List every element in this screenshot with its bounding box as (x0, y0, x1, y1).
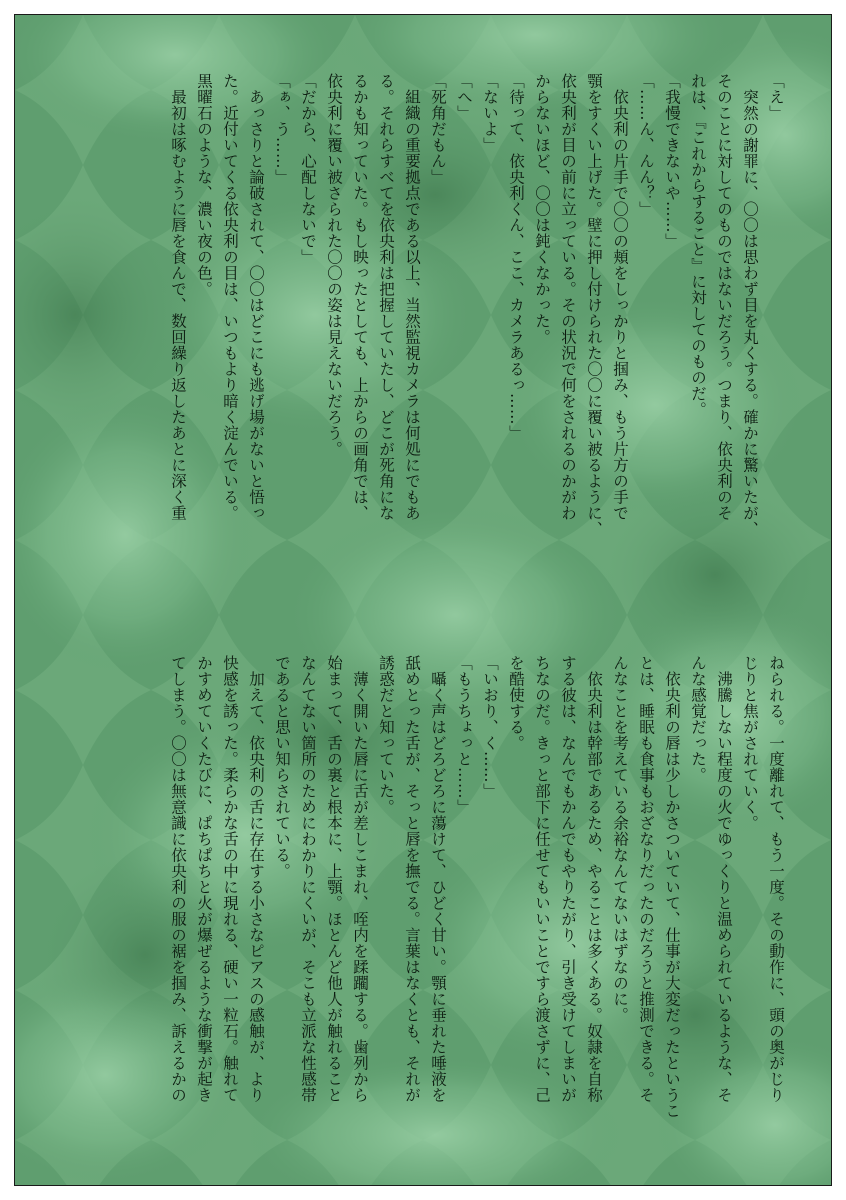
text-line: そのことに対してのものではないだろう。つまり、依央利のそ (715, 73, 733, 521)
text-line: 「いおり、く……」 (481, 655, 499, 799)
text-line: 「死角だもん」 (429, 73, 447, 185)
text-line: 「……ん、んん？」 (637, 73, 655, 217)
text-line: 始まって、舌の裏と根本に、上顎。ほとんど他人が触れること (325, 655, 343, 1103)
page-frame (14, 14, 832, 1186)
text-line: る。それらすべてを依央利は把握していたし、どこが死角にな (377, 73, 395, 521)
text-line: 依央利の唇は少しかさついていて、仕事が大変だったというこ (663, 655, 681, 1119)
text-line: からないほど、〇〇は鈍くなかった。 (533, 73, 551, 345)
text-line: する彼は、なんでもかんでもやりたがり、引き受けてしまいが (559, 655, 577, 1103)
text-line: 「だから、心配しないで」 (299, 73, 317, 265)
text-line: 薄く開いた唇に舌が差しこまれ、咥内を蹂躙する。歯列から (351, 655, 369, 1103)
text-line: 「待って、依央利くん、ここ、カメラあるっ……」 (507, 73, 525, 441)
text-line: 「我慢できないや……」 (663, 73, 681, 249)
text-column-top (165, 73, 789, 593)
text-line: じりと焦がされていく。 (741, 655, 759, 831)
text-line: あっさりと論破されて、〇〇はどこにも逃げ場がないと悟っ (247, 73, 265, 521)
text-line: 「え」 (767, 73, 785, 121)
text-line: 加えて、依央利の舌に存在する小さなピアスの感触が、より (247, 655, 265, 1103)
text-line: 快感を誘った。柔らかな舌の中に現れる、硬い一粒石。触れて (221, 655, 239, 1103)
text-line: 依央利は幹部であるため、やることは多くある。奴隷を自称 (585, 655, 603, 1103)
text-line: 舐めとった舌が、そっと唇を撫でる。言葉はなくとも、それが (403, 655, 421, 1103)
text-line: 「もうちょっと……」 (455, 655, 473, 815)
text-line: 組織の重要拠点である以上、当然監視カメラは何処にでもあ (403, 73, 421, 521)
text-line: であると思い知らされている。 (273, 655, 291, 879)
text-line: 突然の謝罪に、〇〇は思わず目を丸くする。確かに驚いたが、 (741, 73, 759, 537)
text-line: れは、『これからすること』に対してのものだ。 (689, 73, 707, 418)
text-line: 誘惑だと知っていた。 (377, 655, 395, 815)
text-line: 依央利の片手で〇〇の頬をしっかりと掴み、もう片方の手で (611, 73, 629, 521)
text-line: を酷使する。 (507, 655, 525, 751)
text-line: た。近付いてくる依央利の目は、いつもより暗く淀んでいる。 (221, 73, 239, 521)
text-line: 顎をすくい上げた。壁に押し付けられた〇〇に覆い被るように、 (585, 73, 603, 537)
text-column-bottom (165, 655, 789, 1135)
text-line: 「ぁ、う……」 (273, 73, 291, 185)
text-line: 「ないよ」 (481, 73, 499, 153)
text-line: てしまう。〇〇は無意識に依央利の服の裾を掴み、訴えるかの (169, 655, 187, 1103)
text-line: 依央利が目の前に立っている。その状況で何をされるのかがわ (559, 73, 577, 521)
text-line: んな感覚だった。 (689, 655, 707, 783)
text-line: 沸騰しない程度の火でゆっくりと温められているような、そ (715, 655, 733, 1103)
text-line: んなことを考えている余裕なんてないはずなのに。 (611, 655, 629, 1023)
text-line: かすめていくたびに、ぱちぱちと火が爆ぜるような衝撃が起き (195, 655, 213, 1103)
text-line: 囁く声はどろどろに蕩けて、ひどく甘い。顎に垂れた唾液を (429, 655, 447, 1103)
text-line: ねられる。一度離れて、もう一度。その動作に、頭の奥がじり (767, 655, 785, 1103)
text-line: なんてない箇所のためにわかりにくいが、そこも立派な性感帯 (299, 655, 317, 1103)
text-line: るかも知っていた。もし映ったとしても、上からの画角では、 (351, 73, 369, 521)
text-line: 依央利に覆い被さられた〇〇の姿は見えないだろう。 (325, 73, 343, 457)
text-line: 「へ」 (455, 73, 473, 121)
text-line: ちなのだ。きっと部下に任せてもいいことですら渡さずに、己 (533, 655, 551, 1103)
text-line: 最初は啄むように唇を食んで、数回繰り返したあとに深く重 (169, 73, 187, 521)
text-line: とは、睡眠も食事もおざなりだったのだろうと推測できる。そ (637, 655, 655, 1103)
text-line: 黒曜石のような、濃い夜の色。 (195, 73, 213, 297)
